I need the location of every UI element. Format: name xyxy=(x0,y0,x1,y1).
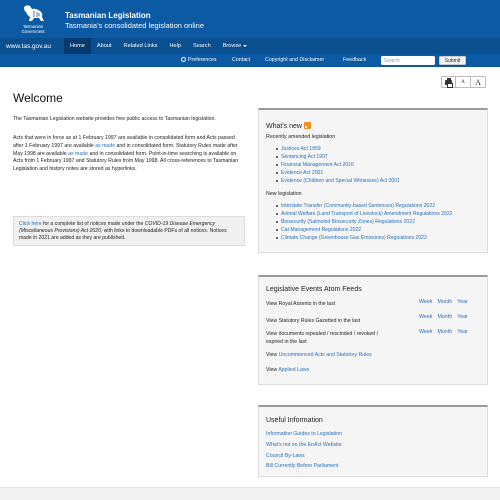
nav-item-search[interactable]: Search xyxy=(192,43,211,49)
new-legislation-heading: New legislation xyxy=(266,191,302,197)
decrease-font-button[interactable]: A xyxy=(456,76,471,88)
body-text xyxy=(13,135,245,174)
nav-item-related-links[interactable]: Related Links xyxy=(123,43,158,49)
list-item[interactable] xyxy=(259,218,453,226)
search-input[interactable] xyxy=(381,56,435,65)
nav-brand-link[interactable]: www.tas.gov.au xyxy=(6,42,52,50)
whats-new-title xyxy=(266,122,311,130)
new-legislation-link[interactable]: Interstate Transfer (Community-based Sentences) Regulations 2022 xyxy=(281,203,436,209)
intro-text: The Tasmanian Legislation website provides free public access to Tasmanian legislation. xyxy=(13,116,216,122)
click-here-link[interactable]: Click here xyxy=(19,221,42,227)
copyright-link[interactable]: Copyright and Disclaimer xyxy=(265,57,325,63)
print-button[interactable] xyxy=(441,76,456,88)
page-title: Welcome xyxy=(13,91,63,105)
nav-item-browse-label: Browse xyxy=(222,43,242,49)
statutory-rules-year-link[interactable]: Year xyxy=(457,314,468,320)
view-word: View xyxy=(266,352,278,358)
site-subtitle: Tasmania's consolidated legislation online xyxy=(65,21,205,30)
gear-icon xyxy=(181,57,186,62)
useful-information-panel xyxy=(258,405,488,477)
applied-laws-row xyxy=(266,367,466,375)
nav-item-home[interactable]: Home xyxy=(64,38,91,54)
amended-link[interactable]: Financial Management Act 2016 xyxy=(281,162,354,168)
notice-act-title: COVID-19 Disease Emergency (Miscellaneous Provisions) Act 2020 xyxy=(19,221,216,234)
nav-item-help[interactable]: Help xyxy=(169,43,181,49)
body-text-part1: Acts that were in force as at 1 February 1997 are available in consolidated form and Acts passed after 1 February 1997 are available xyxy=(13,135,235,149)
royal-assents-row-label: View Royal Assents in the last xyxy=(266,301,336,307)
main-navbar xyxy=(0,38,500,54)
statutory-rules-month-link[interactable]: Month xyxy=(437,314,453,320)
logo-text-line1: Tasmanian xyxy=(22,24,44,29)
rss-icon[interactable] xyxy=(304,122,311,129)
council-bylaws-link[interactable]: Council By-Laws xyxy=(266,453,305,459)
amended-link[interactable]: Evidence (Children and Special Witnesses) Act 2001 xyxy=(281,178,400,184)
utility-navbar xyxy=(0,54,500,67)
list-item[interactable] xyxy=(259,234,453,242)
as-made-rules-link[interactable]: as made xyxy=(68,150,88,157)
uncommenced-link[interactable]: Uncommenced Acts and Statutory Rules xyxy=(278,352,372,358)
royal-assents-week-link[interactable]: Week xyxy=(419,299,433,305)
nav-item-browse[interactable] xyxy=(217,38,254,54)
printer-icon xyxy=(445,80,452,85)
feedback-link[interactable]: Feedback xyxy=(343,57,367,63)
thylacine-logo-icon xyxy=(18,3,48,25)
new-legislation-link[interactable]: Cat Management Regulations 2022 xyxy=(281,227,362,233)
statutory-rules-row-label: View Statutory Rules Gazetted in the last xyxy=(266,318,361,324)
list-item[interactable] xyxy=(259,145,400,153)
atom-feeds-title: Legislative Events Atom Feeds xyxy=(266,286,362,293)
submit-button[interactable]: Submit xyxy=(439,56,466,65)
tasmanian-government-logo[interactable] xyxy=(18,3,48,35)
repealed-feed-links xyxy=(419,329,473,335)
list-item[interactable] xyxy=(259,210,453,218)
repealed-row-label: View documents repealed / rescinded / revoked / expired in the last xyxy=(266,331,379,345)
uncommenced-row xyxy=(266,352,466,360)
whats-new-panel xyxy=(258,108,488,253)
list-item[interactable] xyxy=(259,169,400,177)
new-legislation-link[interactable]: Biosecurity (Salmonid Biosecurity Zones) Regulations 2022 xyxy=(281,219,415,225)
covid-notice-box xyxy=(13,216,245,246)
amended-link[interactable]: Justices Act 1959 xyxy=(281,146,321,152)
new-legislation-link[interactable]: Climate Change (Greenhouse Gas Emissions) Regulations 2022 xyxy=(281,235,427,241)
notice-text-part1: for a complete list of notices made under the xyxy=(41,221,145,227)
royal-assents-month-link[interactable]: Month xyxy=(437,299,453,305)
amended-list xyxy=(259,145,400,185)
applied-laws-link[interactable]: Applied Laws xyxy=(278,367,310,373)
statutory-rules-week-link[interactable]: Week xyxy=(419,314,433,320)
as-made-acts-link[interactable]: as made xyxy=(95,142,116,149)
body-text-part3: and in consolidated form. Point-in-time searching is available on Acts from 1 February 1997 and Statutory Rules from May 1998. All cross-references to Tasmanian Legislation and history notes are stored as hyperlinks. xyxy=(13,150,239,173)
repealed-year-link[interactable]: Year xyxy=(457,329,468,335)
list-item[interactable] xyxy=(259,161,400,169)
header-banner xyxy=(0,0,500,38)
amended-heading: Recently amended legislation xyxy=(266,134,336,140)
footer-bar xyxy=(0,487,500,500)
info-guides-link[interactable]: Information Guides to Legislation xyxy=(266,431,342,437)
nav-item-about[interactable]: About xyxy=(96,43,112,49)
logo-text-line2: Government xyxy=(21,28,45,34)
repealed-month-link[interactable]: Month xyxy=(437,329,453,335)
statutory-rules-feed-links xyxy=(419,314,473,320)
atom-feeds-panel xyxy=(258,275,488,385)
increase-font-button[interactable]: A xyxy=(471,76,486,88)
amended-link[interactable]: Sentencing Act 1997 xyxy=(281,154,328,160)
preferences-label: Preferences xyxy=(188,57,217,63)
list-item[interactable] xyxy=(259,177,400,185)
preferences-link[interactable] xyxy=(181,57,217,63)
new-legislation-link[interactable]: Animal Welfare (Land Transport of Livestock) Amendment Regulations 2022 xyxy=(281,211,453,217)
amended-link[interactable]: Evidence Act 2001 xyxy=(281,170,324,176)
bills-before-parliament-link[interactable]: Bill Currently Before Parliament xyxy=(266,463,339,469)
page-toolbar xyxy=(441,76,486,88)
body-text-part2: and in consolidated form. Statutory Rules made after May 1998 are available xyxy=(13,142,238,157)
contact-link[interactable]: Contact xyxy=(232,57,251,63)
useful-information-title: Useful Information xyxy=(266,417,323,424)
royal-assents-feed-links xyxy=(419,299,473,305)
new-legislation-list xyxy=(259,202,453,242)
royal-assents-year-link[interactable]: Year xyxy=(457,299,468,305)
list-item[interactable] xyxy=(259,226,453,234)
view-word: View xyxy=(266,367,278,373)
site-title[interactable]: Tasmanian Legislation xyxy=(65,11,151,20)
whats-new-title-text: What's new xyxy=(266,123,302,130)
list-item[interactable] xyxy=(259,153,400,161)
list-item[interactable] xyxy=(259,202,453,210)
caret-down-icon xyxy=(243,45,247,47)
repealed-week-link[interactable]: Week xyxy=(419,329,433,335)
notice-text-part2: , with links to downloadable PDFs of all notices. Notices made in 2021 are added as they are published. xyxy=(19,228,227,241)
whats-not-link[interactable]: What's not on the EnAct Website xyxy=(266,442,342,448)
